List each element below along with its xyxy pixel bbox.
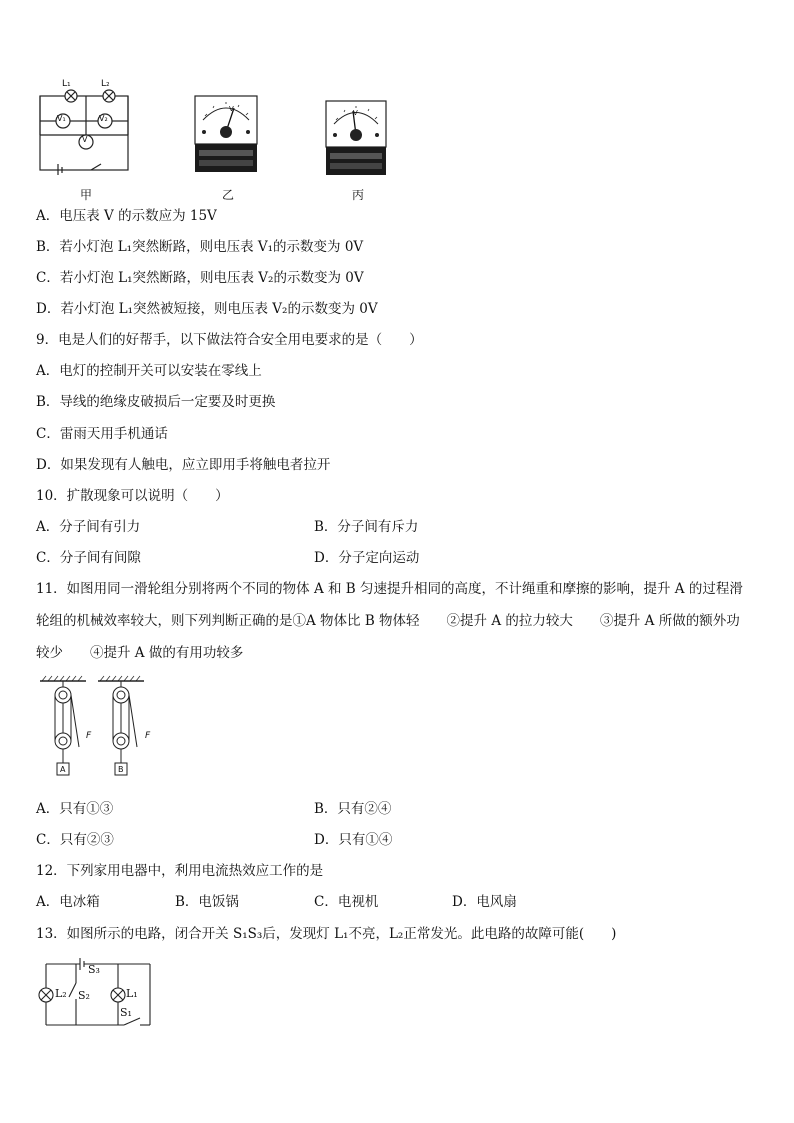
q9-option-d: D．如果发现有人触电，应立即用手将触电者拉开: [36, 457, 331, 473]
force-label-left: F: [86, 731, 92, 741]
meter-mark-bing: V: [353, 109, 358, 117]
voltmeter-yi: [193, 94, 259, 174]
q9-stem: 9．电是人们的好帮手，以下做法符合安全用电要求的是（ ）: [36, 332, 423, 348]
caption-jia: 甲: [80, 188, 93, 202]
q8-option-d: D．若小灯泡 L₁突然被短接，则电压表 V₂的示数变为 0V: [36, 301, 378, 317]
q12-option-d: D．电风扇: [452, 894, 517, 910]
q11-option-c: C．只有②③: [36, 832, 114, 848]
label-v2: V₂: [99, 114, 108, 123]
q10-option-c: C．分子间有间隙: [36, 550, 141, 566]
q9-option-b: B．导线的绝缘皮破损后一定要及时更换: [36, 394, 276, 410]
circuit-diagram-jia: [36, 80, 136, 175]
caption-bing: 丙: [352, 188, 365, 202]
q13-stem: 13．如图所示的电路，闭合开关 S₁S₃后，发现灯 L₁不亮，L₂正常发光。此电路的故障可能( ): [36, 926, 617, 942]
q13-label-s1: S₁: [120, 1006, 132, 1019]
q13-label-l1: L₁: [126, 987, 138, 1000]
q11-option-b: B．只有②④: [314, 801, 392, 817]
pulley-diagram: [36, 675, 166, 780]
q8-option-b: B．若小灯泡 L₁突然断路，则电压表 V₁的示数变为 0V: [36, 239, 364, 255]
q12-option-a: A．电冰箱: [36, 894, 100, 910]
q11-stem-line-3: 较少 ④提升 A 做的有用功较多: [36, 645, 244, 661]
q8-option-a: A．电压表 V 的示数应为 15V: [36, 208, 217, 224]
q13-label-s2: S₂: [78, 989, 90, 1002]
block-label-a: A: [60, 765, 66, 774]
force-label-right: F: [145, 731, 151, 741]
q11-option-d: D．只有①④: [314, 832, 393, 848]
block-label-b: B: [118, 765, 124, 774]
q12-stem: 12．下列家用电器中，利用电流热效应工作的是: [36, 863, 324, 879]
q11-stem-line-1: 11．如图用同一滑轮组分别将两个不同的物体 A 和 B 匀速提升相同的高度，不计绳重和摩擦的影响，提升 A 的过程滑: [36, 581, 743, 597]
q13-label-s3: S₃: [88, 963, 100, 976]
q11-option-a: A．只有①③: [36, 801, 114, 817]
q13-label-l2: L₂: [55, 987, 67, 1000]
q12-option-b: B．电饭锅: [175, 894, 239, 910]
q9-option-a: A．电灯的控制开关可以安装在零线上: [36, 363, 262, 379]
q12-option-c: C．电视机: [314, 894, 379, 910]
q9-option-c: C．雷雨天用手机通话: [36, 426, 168, 442]
q10-option-a: A．分子间有引力: [36, 519, 141, 535]
label-l1: L₁: [62, 79, 71, 89]
q11-stem-line-2: 轮组的机械效率较大，则下列判断正确的是①A 物体比 B 物体轻 ②提升 A 的拉力较大 ③提升 A 所做的额外功: [36, 613, 740, 629]
label-l2: L₂: [101, 79, 110, 89]
label-v: V: [82, 135, 88, 144]
meter-mark-yi: V: [229, 105, 234, 113]
caption-yi: 乙: [222, 188, 235, 202]
q10-option-b: B．分子间有斥力: [314, 519, 419, 535]
label-v1: V₁: [57, 114, 66, 123]
q10-stem: 10．扩散现象可以说明（ ）: [36, 488, 229, 504]
q10-option-d: D．分子定向运动: [314, 550, 420, 566]
q8-option-c: C．若小灯泡 L₁突然断路，则电压表 V₂的示数变为 0V: [36, 270, 364, 286]
